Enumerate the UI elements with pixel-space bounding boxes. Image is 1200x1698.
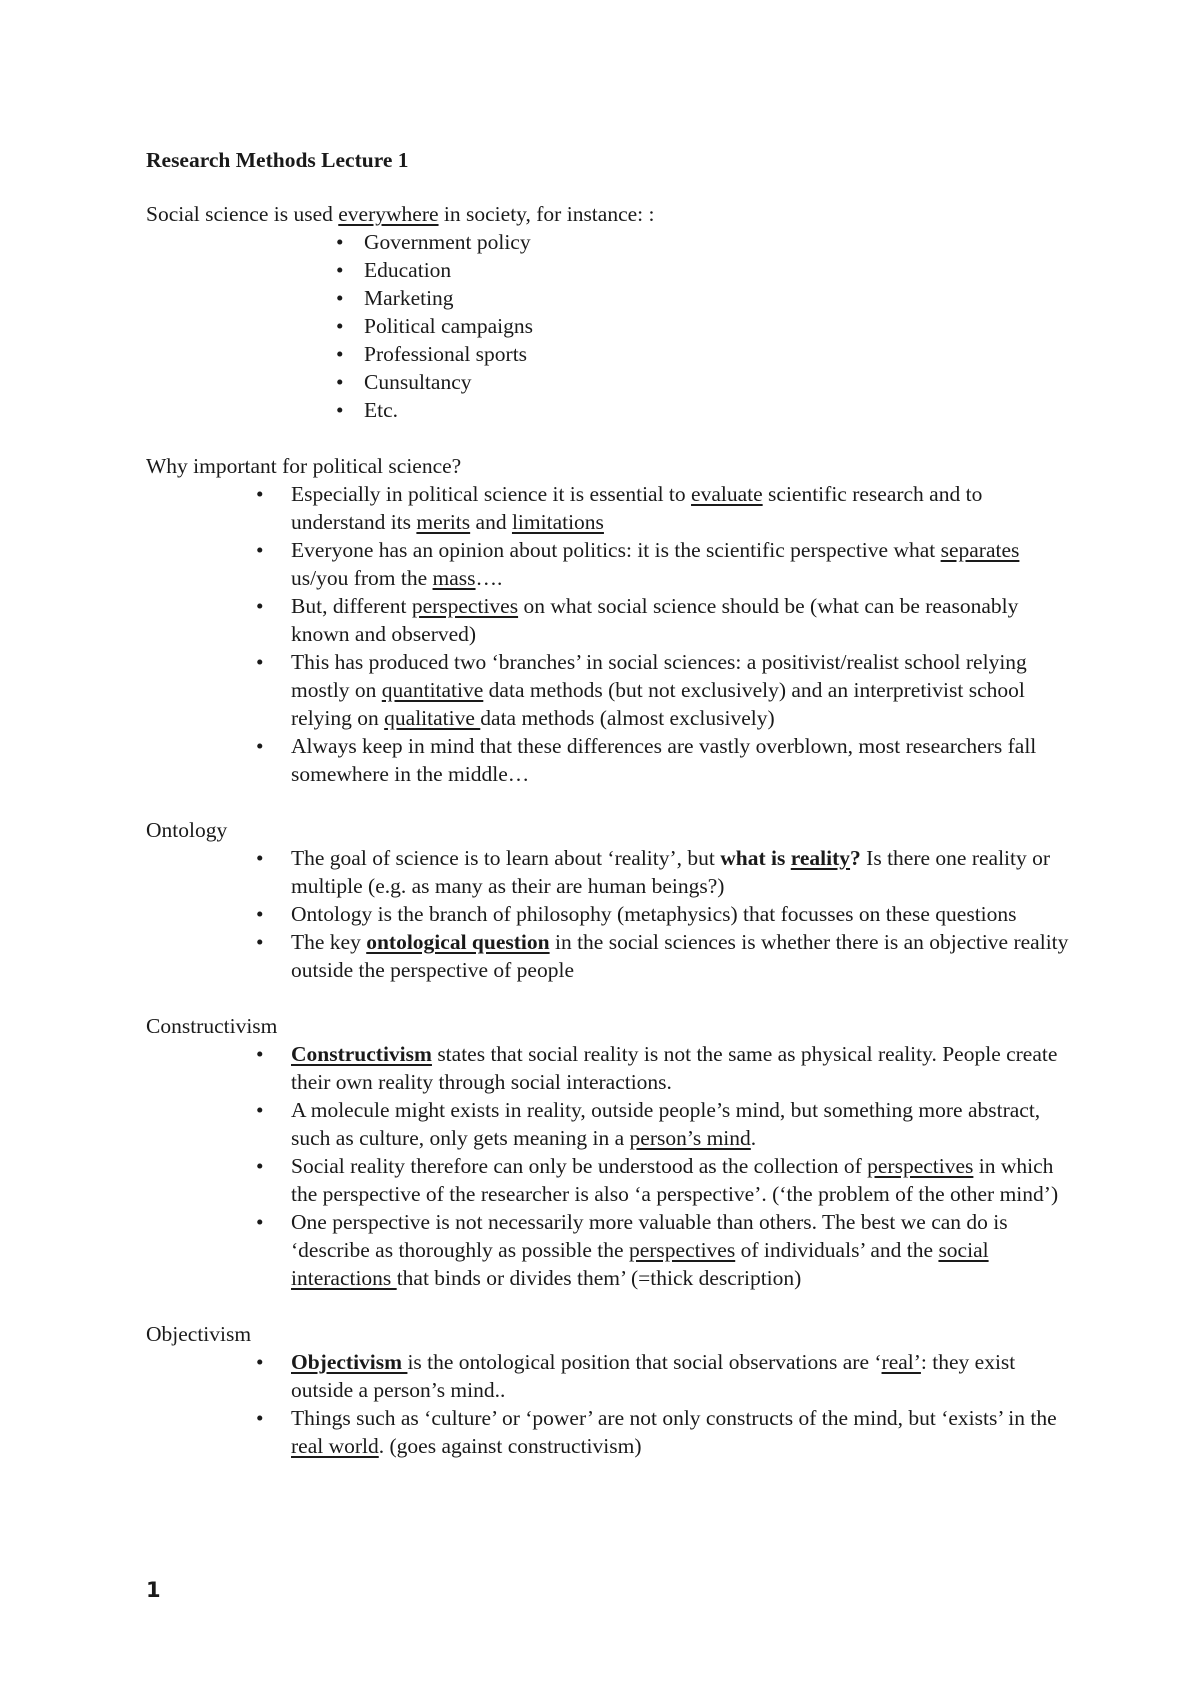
list-item: • Everyone has an opinion about politics: it is the scientific perspective what separates us/you from the mass….: [256, 538, 1020, 590]
list-item: • Etc.: [336, 398, 399, 422]
list-item: • But, different perspectives on what social science should be (what can be reasonably known and observed): [256, 594, 1019, 646]
list-item: • Professional sports: [336, 342, 528, 366]
list-item: • Education: [336, 258, 452, 282]
ontology-list: [146, 844, 1076, 984]
document-body: [146, 146, 1076, 1460]
list-item: • Constructivism states that social reality is not the same as physical reality. People create their own reality through social interactions.: [256, 1042, 1058, 1094]
objectivism-list: [146, 1348, 1076, 1460]
section-heading-ontology: Ontology: [146, 818, 228, 842]
list-item: • The key ontological question in the social sciences is whether there is an objective reality outside the perspective of people: [256, 930, 1069, 982]
list-item: • This has produced two ‘branches’ in social sciences: a positivist/realist school relying mostly on quantitative data methods (but not exclusively) and an interpretivist school relying on qualitative data methods (almost exclusively): [256, 650, 1027, 730]
intro-paragraph: [146, 200, 1076, 228]
list-item: • Social reality therefore can only be understood as the collection of perspectives in which the perspective of the researcher is also ‘a perspective’. (‘the problem of the other mind’): [256, 1154, 1059, 1206]
section-heading-why: Why important for political science?: [146, 454, 462, 478]
why-list: [146, 480, 1076, 788]
section-heading-objectivism: Objectivism: [146, 1322, 252, 1346]
page-number: 1: [146, 1578, 161, 1602]
uses-list: [146, 228, 1076, 424]
section-heading-constructivism: Constructivism: [146, 1014, 278, 1038]
list-item: • One perspective is not necessarily more valuable than others. The best we can do is ‘describe as thoroughly as possible the perspectives of individuals’ and the social interactions that binds or divides them’ (=thick description): [256, 1210, 1008, 1290]
intro-text: Social science is used: [146, 202, 339, 226]
list-item: • Marketing: [336, 286, 454, 310]
list-item: • Especially in political science it is essential to evaluate scientific research and to understand its merits and limitations: [256, 482, 983, 534]
list-item: • The goal of science is to learn about ‘reality’, but what is reality? Is there one reality or multiple (e.g. as many as their are human beings?): [256, 846, 1051, 898]
intro-emphasis: everywhere: [338, 202, 439, 226]
list-item: • Government policy: [336, 230, 531, 254]
intro-text-end: in society, for instance: :: [438, 202, 655, 226]
page-title: Research Methods Lecture 1: [146, 148, 409, 172]
list-item: • Ontology is the branch of philosophy (metaphysics) that focusses on these questions: [256, 902, 1017, 926]
list-item: • Political campaigns: [336, 314, 533, 338]
list-item: • A molecule might exists in reality, outside people’s mind, but something more abstract, such as culture, only gets meaning in a person’s mind.: [256, 1098, 1041, 1150]
list-item: • Cunsultancy: [336, 370, 472, 394]
list-item: • Things such as ‘culture’ or ‘power’ are not only constructs of the mind, but ‘exists’ in the real world. (goes against constructivism): [256, 1406, 1057, 1458]
list-item: • Objectivism is the ontological position that social observations are ‘real’: they exist outside a person’s mind..: [256, 1350, 1016, 1402]
list-item: • Always keep in mind that these differences are vastly overblown, most researchers fall somewhere in the middle…: [256, 734, 1037, 786]
constructivism-list: [146, 1040, 1076, 1292]
